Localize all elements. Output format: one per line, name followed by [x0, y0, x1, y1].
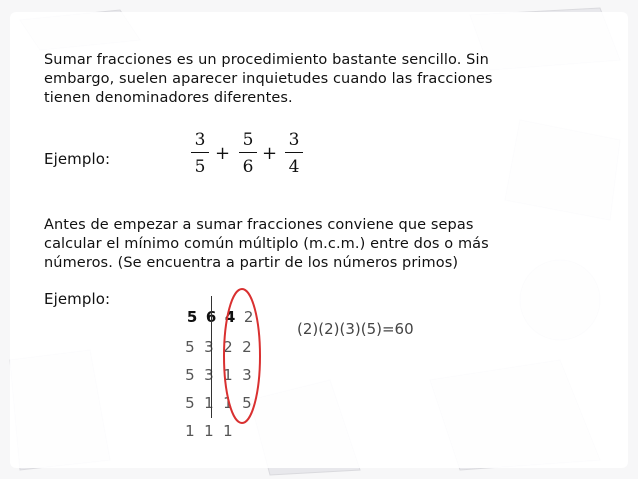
example2-label: Ejemplo: — [44, 290, 111, 308]
factor-cell: 1 — [223, 366, 233, 384]
intro-line: tienen denominadores diferentes. — [44, 90, 293, 106]
factor-cell: 6 — [205, 308, 217, 326]
factor-cell: 5 — [185, 394, 195, 412]
division-line — [211, 296, 212, 418]
mcm-line: números. (Se encuentra a partir de los números primos) — [44, 255, 459, 271]
factor-cell: 1 — [204, 422, 214, 440]
factor-cell: 1 — [185, 422, 195, 440]
mcm-line: Antes de empezar a sumar fracciones conviene que sepas — [44, 217, 474, 233]
fraction-3-numerator: 3 — [288, 130, 300, 150]
fraction-bar — [239, 152, 257, 153]
fraction-3-denominator: 4 — [288, 157, 300, 177]
factor-cell: 5 — [185, 338, 195, 356]
fraction-bar — [191, 152, 209, 153]
factor-cell: 4 — [224, 308, 236, 326]
factor-cell: 5 — [185, 366, 195, 384]
example1-label: Ejemplo: — [44, 150, 111, 168]
fraction-3 — [284, 130, 304, 179]
factor-cell: 1 — [223, 394, 233, 412]
mcm-line: calcular el mínimo común múltiplo (m.c.m.) entre dos o más — [44, 236, 489, 252]
divisor-cell: 3 — [242, 366, 252, 384]
intro-line: Sumar fracciones es un procedimiento bastante sencillo. Sin — [44, 52, 489, 68]
prime-product: (2)(2)(3)(5)=60 — [297, 320, 414, 338]
highlight-oval — [220, 285, 264, 427]
divisor-cell: 2 — [243, 308, 254, 326]
fraction-2-numerator: 5 — [242, 130, 254, 150]
factor-cell: 5 — [186, 308, 198, 326]
divisor-cell: 5 — [242, 394, 252, 412]
factor-cell: 3 — [204, 366, 214, 384]
factor-cell: 2 — [223, 338, 233, 356]
factor-cell: 1 — [223, 422, 233, 440]
divisor-cell: 2 — [242, 338, 252, 356]
plus-sign-1: + — [215, 143, 231, 164]
fraction-1-denominator: 5 — [194, 157, 206, 177]
factor-cell: 3 — [204, 338, 214, 356]
fraction-2-denominator: 6 — [242, 157, 254, 177]
fraction-1-numerator: 3 — [194, 130, 206, 150]
plus-sign-2: + — [262, 143, 278, 164]
factor-cell: 1 — [204, 394, 214, 412]
fraction-bar — [285, 152, 303, 153]
intro-paragraph — [44, 51, 604, 108]
fraction-1 — [190, 130, 210, 179]
intro-line: embargo, suelen aparecer inquietudes cuando las fracciones — [44, 71, 493, 87]
fraction-2 — [238, 130, 258, 179]
mcm-paragraph — [44, 216, 604, 273]
